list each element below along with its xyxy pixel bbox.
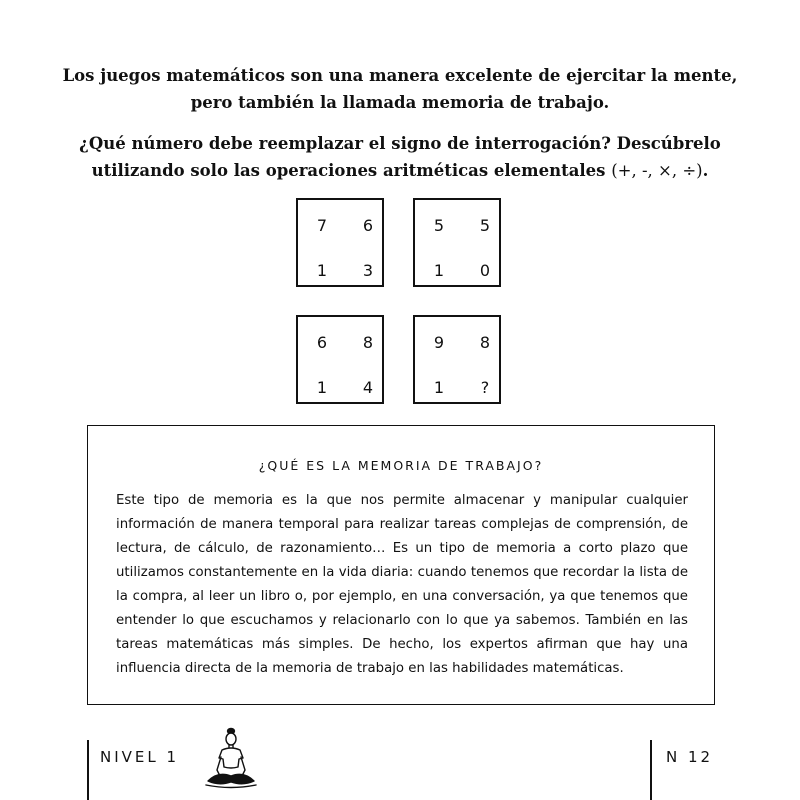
puzzle-unknown-number: ? <box>480 378 490 397</box>
footer-divider-left <box>87 740 89 800</box>
puzzle-number: 8 <box>362 333 374 352</box>
puzzle-number: 1 <box>316 261 328 280</box>
question-line-1: ¿Qué número debe reemplazar el signo de interrogación? Descúbrelo <box>79 134 721 153</box>
footer-divider-right <box>650 740 652 800</box>
puzzle-number: 8 <box>479 333 491 352</box>
puzzle-number: 3 <box>362 261 374 280</box>
puzzle-number: 1 <box>433 261 445 280</box>
puzzle-square-2 <box>413 198 501 287</box>
puzzle-number: 5 <box>479 216 491 235</box>
intro-line-2: pero también la llamada memoria de trabajo. <box>190 93 610 112</box>
puzzle-number: 1 <box>316 378 328 397</box>
question-end: . <box>702 161 709 180</box>
puzzle-number: 9 <box>433 333 445 352</box>
puzzle-square-4 <box>413 315 501 404</box>
intro-line-1: Los juegos matemáticos son una manera excelente de ejercitar la mente, <box>62 66 738 85</box>
page-number: N 12 <box>666 748 714 766</box>
puzzle-grid <box>296 198 506 410</box>
info-body <box>116 489 688 681</box>
puzzle-number: 0 <box>479 261 491 280</box>
puzzle-number: 1 <box>433 378 445 397</box>
puzzle-square-3 <box>296 315 384 404</box>
puzzle-number: 6 <box>362 216 374 235</box>
info-paragraph: Este tipo de memoria es la que nos permite almacenar y manipular cualquier información de manera temporal para realizar tareas complejas de comprensión, de lectura, de cálculo, de razonamiento… Es un tipo de memoria a corto plazo que utilizamos constantemente en la vida diaria: cuando tenemos que recordar la lista de la compra, al leer un libro o, por ejemplo, en una conversación, ya que tenemos que entender lo que escuchamos y relacionarlo con lo que ya sabemos. También en las tareas matemáticas más simples. De hecho, los expertos afirman que hay una influencia directa de la memoria de trabajo en las habilidades matemáticas. <box>116 493 688 676</box>
puzzle-square-1 <box>296 198 384 287</box>
working-memory-info-box <box>87 425 715 705</box>
question-line-2-text: utilizando solo las operaciones aritméticas elementales <box>91 161 606 180</box>
info-title: ¿QUÉ ES LA MEMORIA DE TRABAJO? <box>258 458 544 473</box>
intro-text <box>40 62 760 116</box>
meditating-person-icon <box>198 726 264 792</box>
puzzle-number: 7 <box>316 216 328 235</box>
puzzle-number: 4 <box>362 378 374 397</box>
level-label: NIVEL 1 <box>100 748 180 766</box>
question-line-2 <box>40 157 760 184</box>
operations-list: (+, -, ×, ÷) <box>611 161 703 180</box>
puzzle-number: 6 <box>316 333 328 352</box>
puzzle-number: 5 <box>433 216 445 235</box>
question-text <box>40 130 760 184</box>
